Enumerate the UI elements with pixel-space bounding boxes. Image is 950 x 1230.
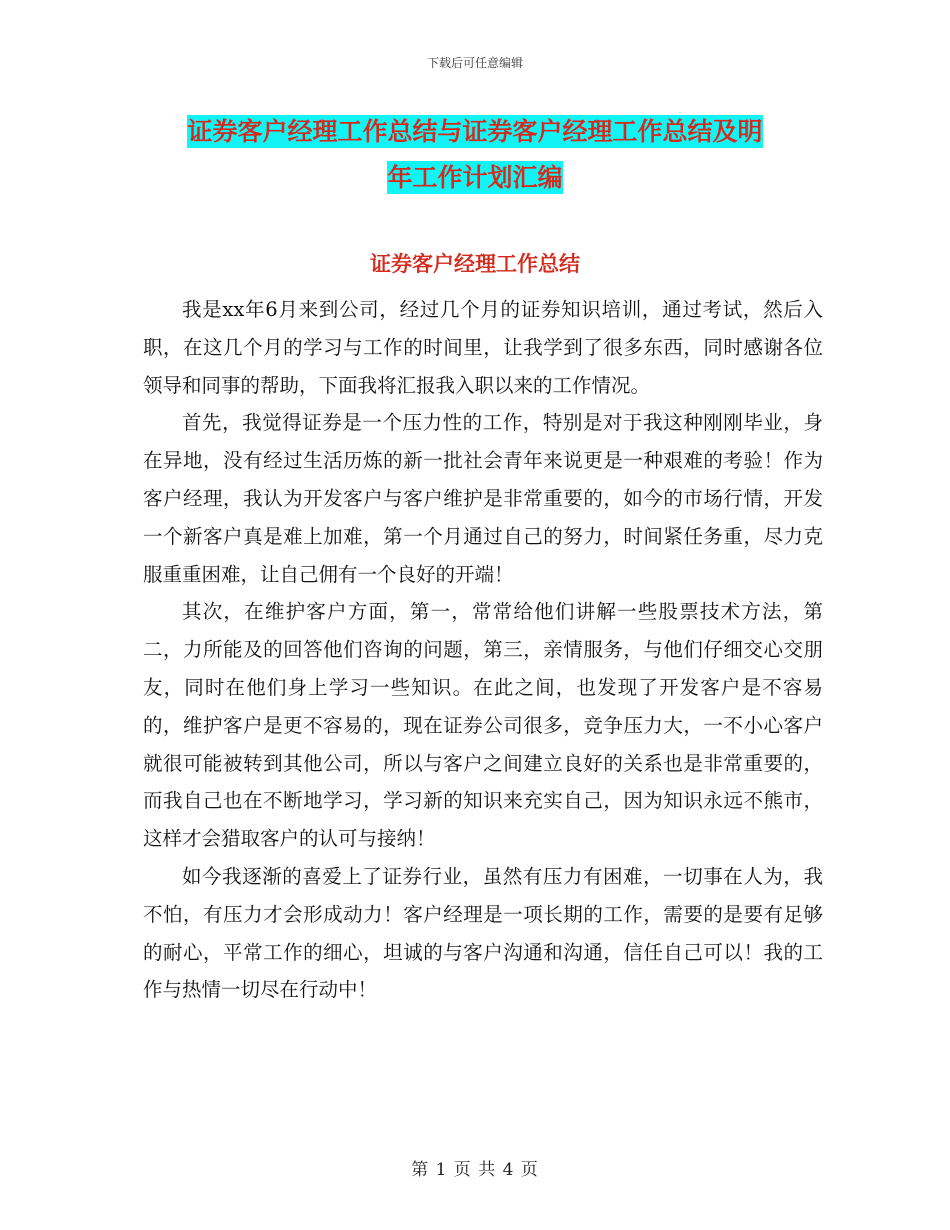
paragraph: 我是xx年6月来到公司，经过几个月的证券知识培训，通过考试，然后入职，在这几个月的学习与工作的时间里，让我学到了很多东西，同时感谢各位领导和同事的帮助，下面我将汇报我入职以来的工作情况。: [143, 298, 823, 397]
paragraph: 如今我逐渐的喜爱上了证券行业，虽然有压力有困难，一切事在人为，我不怕，有压力才会形成动力！客户经理是一项长期的工作，需要的是要有足够的耐心，平常工作的细心，坦诚的与客户沟通和沟通，信任自己可以！我的工作与热情一切尽在行动中！: [143, 864, 823, 1002]
paragraph: 首先，我觉得证券是一个压力性的工作，特别是对于我这种刚刚毕业，身在异地，没有经过生活历炼的新一批社会青年来说更是一种艰难的考验！作为客户经理，我认为开发客户与客户维护是非常重要的，如今的市场行情，开发一个新客户真是难上加难，第一个月通过自己的努力，时间紧任务重，尽力克服重重困难，让自己佣有一个良好的开端！: [143, 411, 823, 586]
document-body: [143, 291, 823, 1009]
document-title-highlight-2: 年工作计划汇编: [387, 163, 563, 192]
document-title-highlight-1: 证券客户经理工作总结与证券客户经理工作总结及明: [187, 117, 763, 146]
page-indicator: 第 1 页 共 4 页: [411, 1160, 539, 1180]
header-note: 下载后可任意编辑: [426, 56, 523, 70]
document-title-line-1: [0, 112, 950, 148]
paragraph: 其次，在维护客户方面，第一，常常给他们讲解一些股票技术方法，第二，力所能及的回答他们咨询的问题，第三，亲情服务，与他们仔细交心交朋友，同时在他们身上学习一些知识。在此之间，也发现了开发客户是不容易的，维护客户是更不容易的，现在证券公司很多，竞争压力大，一不小心客户就很可能被转到其他公司，所以与客户之间建立良好的关系也是非常重要的，而我自己也在不断地学习，学习新的知识来充实自己，因为知识永远不熊市，这样才会猎取客户的认可与接纳！: [143, 600, 823, 851]
document-title-line-2: [0, 158, 950, 194]
section-title: 证券客户经理工作总结: [370, 252, 580, 276]
